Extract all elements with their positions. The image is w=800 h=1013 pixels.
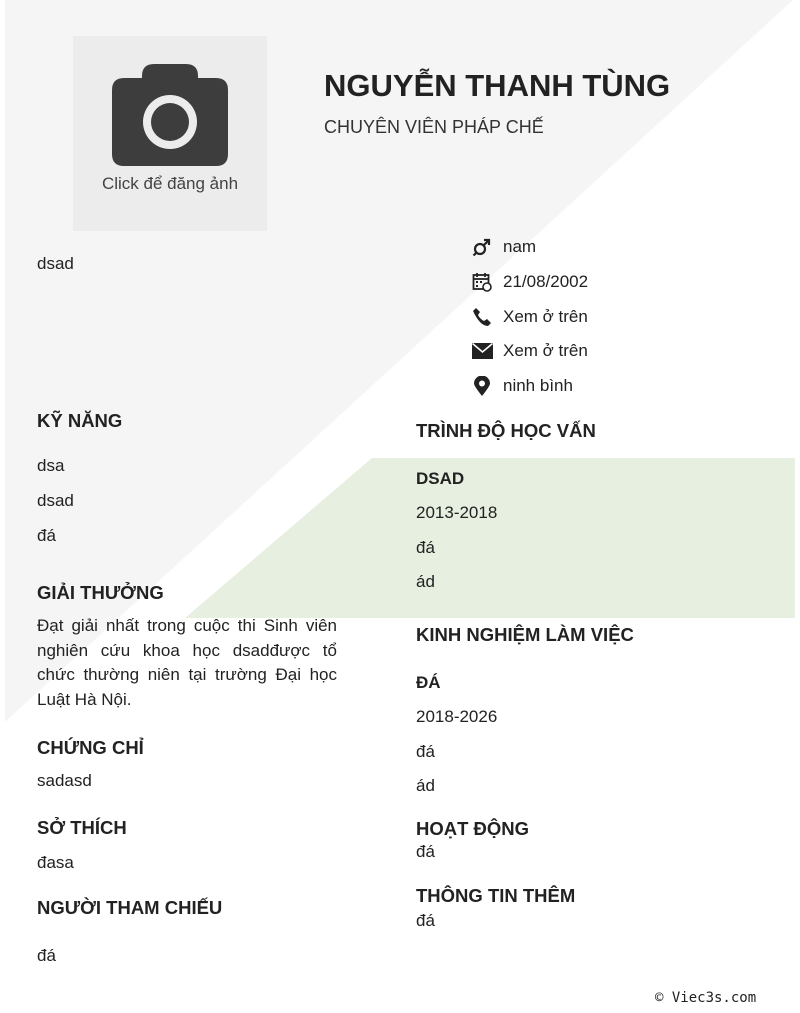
school-name[interactable]: DSAD	[416, 469, 465, 488]
experience-section	[416, 624, 634, 804]
additional-info-text[interactable]: đá	[416, 911, 435, 930]
skills-heading: KỸ NĂNG	[37, 410, 123, 431]
experience-period[interactable]: 2018-2026	[416, 707, 498, 726]
contact-address	[470, 369, 588, 404]
skill-item[interactable]: đá	[37, 526, 56, 545]
experience-detail[interactable]: ád	[416, 776, 435, 795]
footer-credit: © Viec3s.com	[655, 990, 757, 1006]
contact-birthday	[470, 265, 588, 300]
phone-value[interactable]: Xem ở trên	[503, 306, 588, 326]
references-text[interactable]: đá	[37, 946, 56, 965]
hobbies-heading: SỞ THÍCH	[37, 817, 127, 838]
activities-heading: HOẠT ĐỘNG	[416, 818, 530, 839]
awards-heading: GIẢI THƯỞNG	[37, 582, 164, 603]
address-value[interactable]: ninh bình	[503, 376, 573, 396]
additional-info-heading: THÔNG TIN THÊM	[416, 885, 576, 906]
gender-value[interactable]: nam	[503, 237, 537, 257]
awards-text[interactable]: Đạt giải nhất trong cuộc thi Sinh viên nghiên cứu khoa học dsadđược tổ chức thường niên tại trường Đại học Luật Hà Nội.	[37, 616, 337, 709]
calendar-icon	[470, 271, 494, 293]
hobbies-section	[37, 817, 127, 873]
career-objective[interactable]: dsad	[37, 254, 74, 273]
education-heading: TRÌNH ĐỘ HỌC VẤN	[416, 420, 596, 441]
experience-heading: KINH NGHIỆM LÀM VIỆC	[416, 624, 634, 645]
activities-text[interactable]: đá	[416, 842, 435, 861]
education-detail[interactable]: ád	[416, 572, 435, 591]
hobbies-text[interactable]: đasa	[37, 853, 74, 872]
contact-phone	[470, 299, 588, 334]
certificates-text[interactable]: sadasd	[37, 771, 92, 790]
envelope-icon	[470, 340, 494, 362]
education-section	[416, 420, 596, 600]
contact-email	[470, 334, 588, 369]
activities-section	[416, 818, 529, 862]
company-name[interactable]: ĐÁ	[416, 673, 441, 692]
skill-item[interactable]: dsa	[37, 456, 65, 475]
references-section	[37, 897, 222, 966]
contact-gender	[470, 230, 588, 265]
references-heading: NGƯỜI THAM CHIẾU	[37, 897, 223, 918]
phone-icon	[470, 306, 494, 328]
contact-info	[470, 230, 588, 403]
gender-icon	[470, 236, 494, 258]
birthday-value[interactable]: 21/08/2002	[503, 272, 589, 292]
experience-detail[interactable]: đá	[416, 741, 435, 761]
location-pin-icon	[470, 375, 494, 397]
education-period[interactable]: 2013-2018	[416, 503, 498, 522]
awards-section	[37, 582, 337, 712]
photo-caption: Click để đăng ảnh	[101, 174, 239, 193]
job-title[interactable]: CHUYÊN VIÊN PHÁP CHẾ	[324, 117, 544, 137]
certificates-section	[37, 737, 144, 791]
email-value[interactable]: Xem ở trên	[503, 341, 588, 361]
skills-section	[37, 410, 122, 553]
education-detail[interactable]: đá	[416, 537, 435, 557]
skill-item[interactable]: dsad	[37, 491, 74, 510]
certificates-heading: CHỨNG CHỈ	[37, 737, 144, 758]
camera-icon	[112, 64, 228, 166]
candidate-name[interactable]: NGUYỄN THANH TÙNG	[324, 68, 671, 103]
additional-info-section	[416, 885, 575, 931]
photo-upload[interactable]	[73, 36, 267, 231]
